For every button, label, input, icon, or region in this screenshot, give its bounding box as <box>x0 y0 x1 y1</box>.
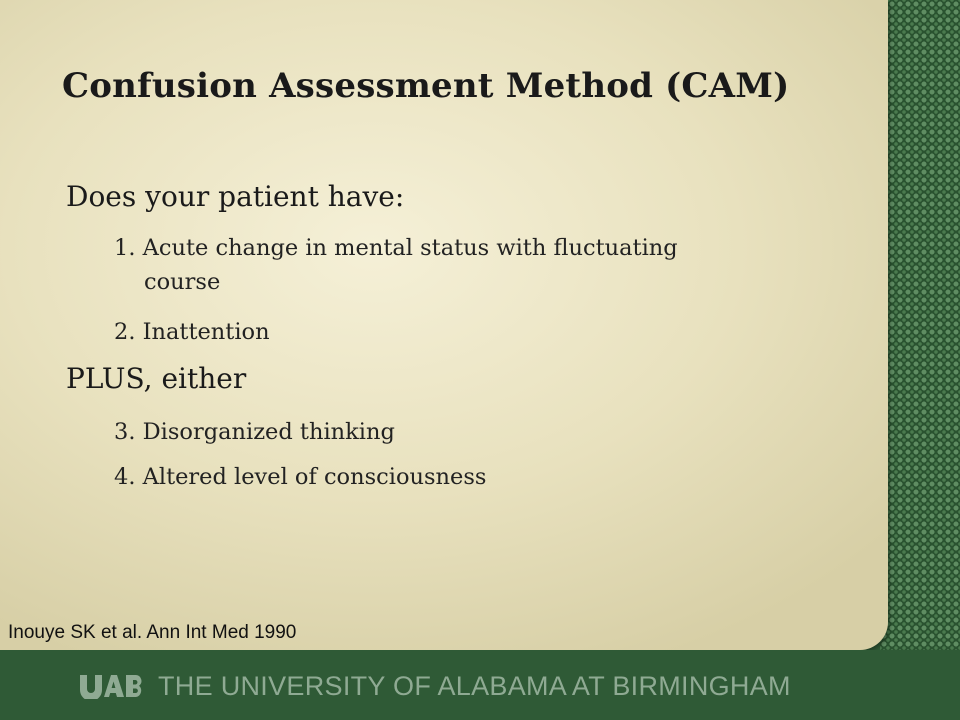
criterion-3-label: 3. Disorganized thinking <box>114 419 395 445</box>
criterion-1-line2: course <box>144 269 221 295</box>
uab-logo-icon <box>78 673 146 699</box>
footer-bar <box>0 650 960 720</box>
footer-branding <box>78 668 791 704</box>
slide-title: Confusion Assessment Method (CAM) <box>62 66 790 106</box>
criterion-3 <box>114 412 814 452</box>
side-pattern-border <box>880 0 960 650</box>
citation: Inouye SK et al. Ann Int Med 1990 <box>8 622 297 643</box>
institution-name: THE UNIVERSITY OF ALABAMA AT BIRMINGHAM <box>158 670 791 701</box>
intro-text: Does your patient have: <box>66 180 405 213</box>
criterion-4-label: 4. Altered level of consciousness <box>114 464 487 490</box>
connector-text: PLUS, either <box>66 362 247 395</box>
criterion-1 <box>114 228 814 302</box>
criterion-4 <box>114 457 814 497</box>
criterion-2 <box>114 312 814 352</box>
criterion-1-line1: 1. Acute change in mental status with fluctuating <box>114 235 678 261</box>
criterion-2-label: 2. Inattention <box>114 319 270 345</box>
